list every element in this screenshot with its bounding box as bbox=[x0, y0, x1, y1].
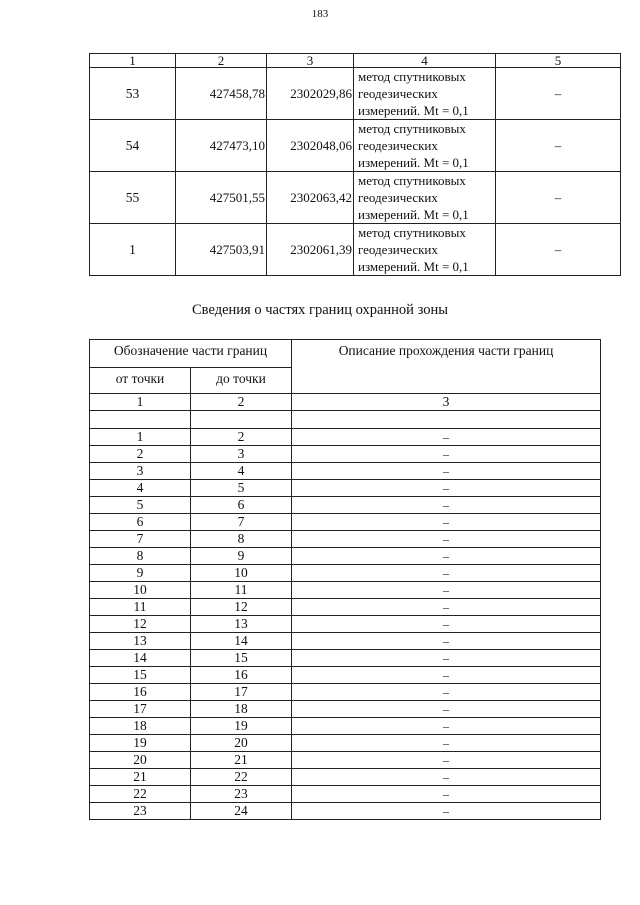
description-cell: – bbox=[292, 463, 601, 480]
description-cell: – bbox=[292, 718, 601, 735]
table-row bbox=[90, 803, 601, 820]
table-row bbox=[90, 684, 601, 701]
to-point: 17 bbox=[191, 684, 292, 701]
to-point: 11 bbox=[191, 582, 292, 599]
from-point: 10 bbox=[90, 582, 191, 599]
table-row bbox=[90, 531, 601, 548]
coordinate-x: 427473,10 bbox=[176, 120, 267, 172]
col-header: 2 bbox=[176, 54, 267, 68]
table-row bbox=[90, 582, 601, 599]
coordinates-header-row bbox=[90, 54, 621, 68]
col-header: 3 bbox=[267, 54, 354, 68]
point-number: 55 bbox=[90, 172, 176, 224]
empty-cell bbox=[90, 411, 191, 429]
table-row bbox=[90, 446, 601, 463]
to-point: 5 bbox=[191, 480, 292, 497]
note-cell: – bbox=[496, 172, 621, 224]
from-point: 17 bbox=[90, 701, 191, 718]
from-point: 4 bbox=[90, 480, 191, 497]
to-point: 21 bbox=[191, 752, 292, 769]
col-header: 1 bbox=[90, 54, 176, 68]
to-point: 6 bbox=[191, 497, 292, 514]
col-header: 5 bbox=[496, 54, 621, 68]
table-row bbox=[90, 497, 601, 514]
table-row bbox=[90, 463, 601, 480]
table-row bbox=[90, 599, 601, 616]
from-point: 6 bbox=[90, 514, 191, 531]
parts-column-numbers bbox=[90, 394, 601, 411]
coordinate-y: 2302061,39 bbox=[267, 224, 354, 276]
parts-header-row-1 bbox=[90, 340, 601, 368]
description-cell: – bbox=[292, 684, 601, 701]
method-line: метод спутниковых bbox=[358, 69, 466, 84]
col-number: 1 bbox=[90, 394, 191, 411]
description-cell: – bbox=[292, 786, 601, 803]
page-number: 183 bbox=[311, 8, 329, 20]
to-point: 7 bbox=[191, 514, 292, 531]
description-cell: – bbox=[292, 735, 601, 752]
col-number: 2 bbox=[191, 394, 292, 411]
empty-cell bbox=[191, 411, 292, 429]
coordinate-y: 2302029,86 bbox=[267, 68, 354, 120]
method-line: измерений. Mt = 0,1 bbox=[358, 207, 469, 222]
to-point: 22 bbox=[191, 769, 292, 786]
table-row bbox=[90, 514, 601, 531]
description-cell: – bbox=[292, 633, 601, 650]
description-cell: – bbox=[292, 769, 601, 786]
method-line: измерений. Mt = 0,1 bbox=[358, 103, 469, 118]
to-point: 19 bbox=[191, 718, 292, 735]
from-point: 12 bbox=[90, 616, 191, 633]
measurement-method bbox=[354, 172, 496, 224]
point-number: 1 bbox=[90, 224, 176, 276]
description-cell: – bbox=[292, 514, 601, 531]
section-title: Сведения о частях границ охранной зоны bbox=[192, 302, 448, 318]
to-point: 9 bbox=[191, 548, 292, 565]
coordinate-x: 427503,91 bbox=[176, 224, 267, 276]
header-description: Описание прохождения части границ bbox=[292, 340, 601, 394]
table-row bbox=[90, 752, 601, 769]
coordinate-x: 427501,55 bbox=[176, 172, 267, 224]
table-row bbox=[90, 548, 601, 565]
table-row bbox=[90, 769, 601, 786]
from-point: 20 bbox=[90, 752, 191, 769]
note-cell: – bbox=[496, 68, 621, 120]
from-point: 14 bbox=[90, 650, 191, 667]
description-cell: – bbox=[292, 531, 601, 548]
from-point: 11 bbox=[90, 599, 191, 616]
table-row bbox=[90, 633, 601, 650]
coordinate-y: 2302048,06 bbox=[267, 120, 354, 172]
coordinate-y: 2302063,42 bbox=[267, 172, 354, 224]
from-point: 3 bbox=[90, 463, 191, 480]
method-line: метод спутниковых bbox=[358, 173, 466, 188]
to-point: 14 bbox=[191, 633, 292, 650]
from-point: 9 bbox=[90, 565, 191, 582]
table-row bbox=[90, 735, 601, 752]
table-row bbox=[90, 565, 601, 582]
measurement-method bbox=[354, 120, 496, 172]
from-point: 21 bbox=[90, 769, 191, 786]
to-point: 20 bbox=[191, 735, 292, 752]
method-line: метод спутниковых bbox=[358, 225, 466, 240]
table-row bbox=[90, 224, 621, 276]
empty-cell bbox=[292, 411, 601, 429]
coordinate-x: 427458,78 bbox=[176, 68, 267, 120]
header-from-point: от точки bbox=[90, 368, 191, 394]
description-cell: – bbox=[292, 650, 601, 667]
description-cell: – bbox=[292, 582, 601, 599]
description-cell: – bbox=[292, 752, 601, 769]
method-line: измерений. Mt = 0,1 bbox=[358, 259, 469, 274]
table-row bbox=[90, 68, 621, 120]
method-line: метод спутниковых bbox=[358, 121, 466, 136]
method-line: геодезических bbox=[358, 242, 438, 257]
note-cell: – bbox=[496, 120, 621, 172]
description-cell: – bbox=[292, 701, 601, 718]
to-point: 13 bbox=[191, 616, 292, 633]
to-point: 15 bbox=[191, 650, 292, 667]
description-cell: – bbox=[292, 446, 601, 463]
description-cell: – bbox=[292, 565, 601, 582]
description-cell: – bbox=[292, 803, 601, 820]
col-number: 3 bbox=[292, 394, 601, 411]
parts-spacer-row bbox=[90, 411, 601, 429]
point-number: 54 bbox=[90, 120, 176, 172]
from-point: 5 bbox=[90, 497, 191, 514]
to-point: 24 bbox=[191, 803, 292, 820]
header-boundary-designation: Обозначение части границ bbox=[90, 340, 292, 368]
description-cell: – bbox=[292, 497, 601, 514]
to-point: 8 bbox=[191, 531, 292, 548]
measurement-method bbox=[354, 68, 496, 120]
from-point: 7 bbox=[90, 531, 191, 548]
boundary-parts-table bbox=[89, 339, 601, 820]
table-row bbox=[90, 786, 601, 803]
to-point: 10 bbox=[191, 565, 292, 582]
method-line: геодезических bbox=[358, 138, 438, 153]
table-row bbox=[90, 616, 601, 633]
method-line: геодезических bbox=[358, 190, 438, 205]
description-cell: – bbox=[292, 429, 601, 446]
description-cell: – bbox=[292, 616, 601, 633]
header-to-point: до точки bbox=[191, 368, 292, 394]
point-number: 53 bbox=[90, 68, 176, 120]
to-point: 16 bbox=[191, 667, 292, 684]
from-point: 13 bbox=[90, 633, 191, 650]
from-point: 22 bbox=[90, 786, 191, 803]
table-row bbox=[90, 480, 601, 497]
description-cell: – bbox=[292, 480, 601, 497]
description-cell: – bbox=[292, 599, 601, 616]
to-point: 12 bbox=[191, 599, 292, 616]
from-point: 8 bbox=[90, 548, 191, 565]
from-point: 15 bbox=[90, 667, 191, 684]
table-row bbox=[90, 120, 621, 172]
to-point: 4 bbox=[191, 463, 292, 480]
note-cell: – bbox=[496, 224, 621, 276]
coordinates-table bbox=[89, 53, 621, 276]
description-cell: – bbox=[292, 548, 601, 565]
table-row bbox=[90, 718, 601, 735]
to-point: 3 bbox=[191, 446, 292, 463]
description-cell: – bbox=[292, 667, 601, 684]
measurement-method bbox=[354, 224, 496, 276]
from-point: 23 bbox=[90, 803, 191, 820]
col-header: 4 bbox=[354, 54, 496, 68]
from-point: 16 bbox=[90, 684, 191, 701]
to-point: 2 bbox=[191, 429, 292, 446]
table-row bbox=[90, 650, 601, 667]
method-line: геодезических bbox=[358, 86, 438, 101]
table-row bbox=[90, 701, 601, 718]
to-point: 18 bbox=[191, 701, 292, 718]
from-point: 19 bbox=[90, 735, 191, 752]
to-point: 23 bbox=[191, 786, 292, 803]
from-point: 1 bbox=[90, 429, 191, 446]
table-row bbox=[90, 172, 621, 224]
from-point: 18 bbox=[90, 718, 191, 735]
method-line: измерений. Mt = 0,1 bbox=[358, 155, 469, 170]
table-row bbox=[90, 667, 601, 684]
table-row bbox=[90, 429, 601, 446]
from-point: 2 bbox=[90, 446, 191, 463]
